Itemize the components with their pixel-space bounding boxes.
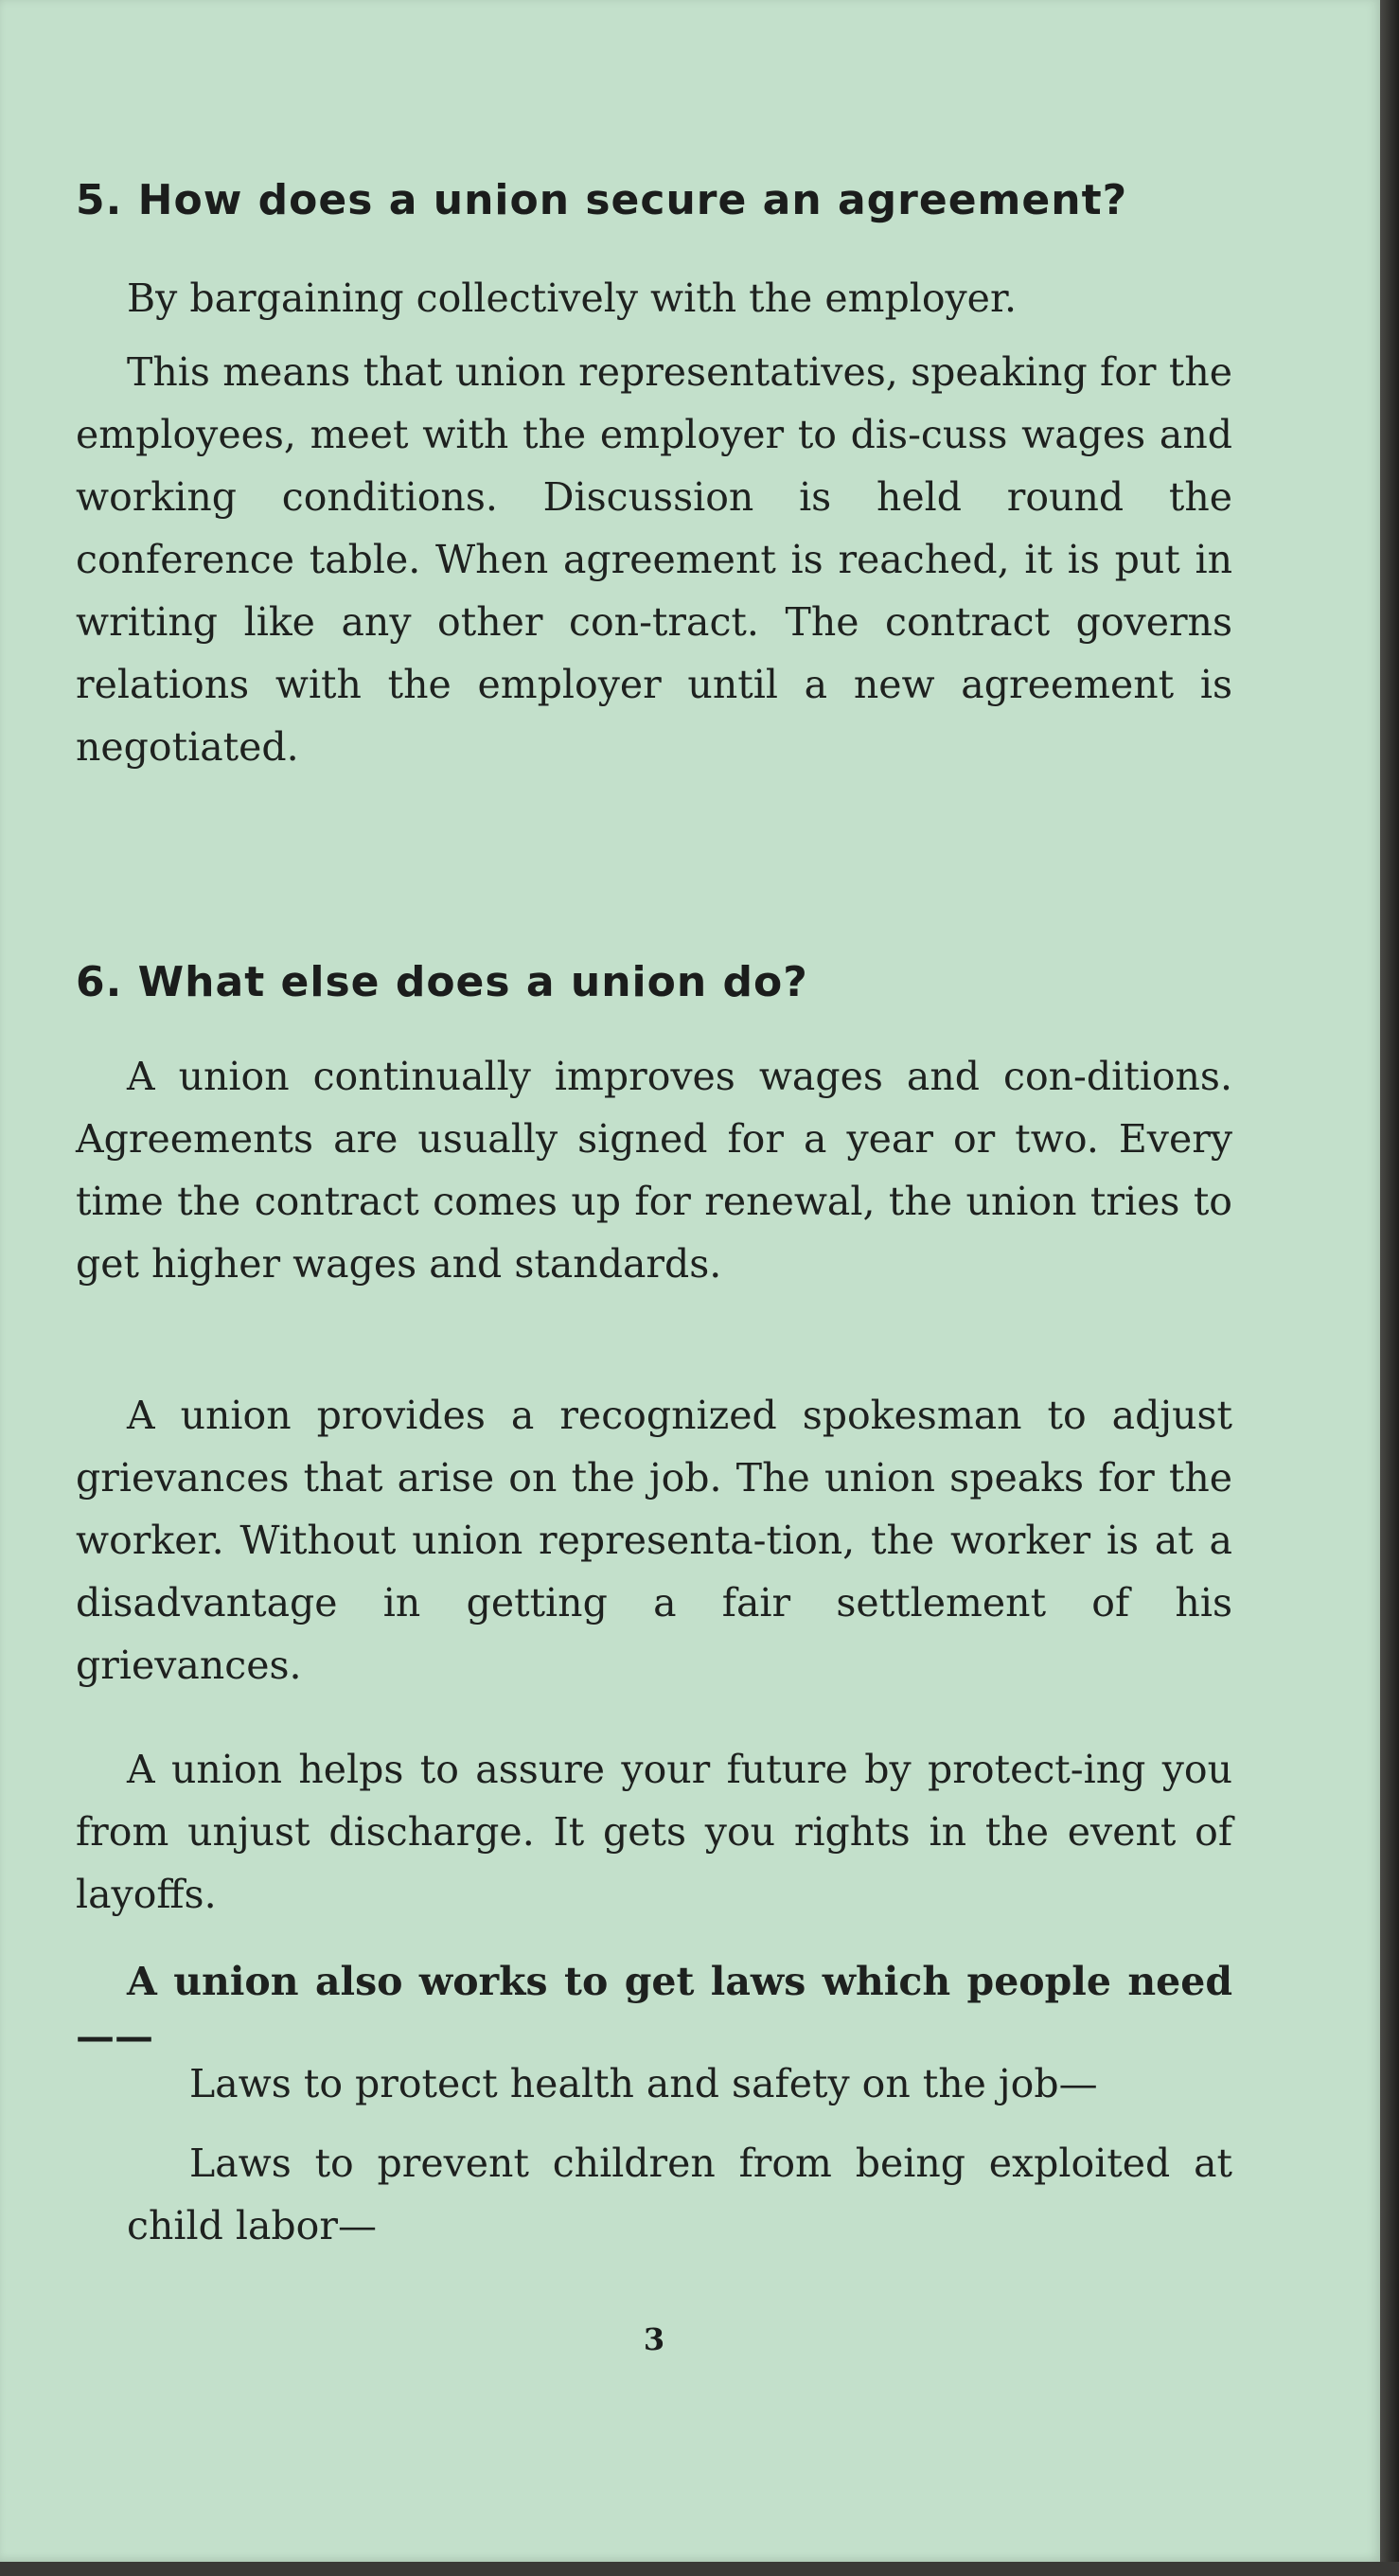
- page-number: 3: [643, 2321, 665, 2357]
- section-6-paragraph-3: A union helps to assure your future by protect-ing you from unjust discharge. It gets you rights in the event of layoffs.: [76, 1747, 1232, 1917]
- law-item-2: Laws to prevent children from being exploited at child labor—: [127, 2141, 1232, 2248]
- section-5-paragraph-2: This means that union representatives, speaking for the employees, meet with the employer to dis-cuss wages and working conditions. Discussion is held round the conference table. When agreement is reached, it is put in writing like any other con-tract. The contract governs relations with the employer until a new agreement is negotiated.: [76, 349, 1232, 770]
- section-5-heading: 5. How does a union secure an agreement?: [76, 176, 1128, 224]
- scan-right-edge: [1380, 0, 1399, 2576]
- section-6-heading: 6. What else does a union do?: [76, 958, 808, 1006]
- scan-bottom-edge: [0, 2562, 1399, 2576]
- section-5-paragraph-1: By bargaining collectively with the employer.: [127, 275, 1018, 321]
- laws-intro: A union also works to get laws which people need——: [76, 1959, 1232, 2059]
- law-item-1: Laws to protect health and safety on the job—: [189, 2061, 1098, 2106]
- section-6-paragraph-1: A union continually improves wages and con-ditions. Agreements are usually signed for a year or two. Every time the contract comes up for renewal, the union tries to get higher wages and standards.: [76, 1054, 1232, 1287]
- section-6-paragraph-2: A union provides a recognized spokesman to adjust grievances that arise on the job. The union speaks for the worker. Without union representa-tion, the worker is at a disadvantage in getting a fair settlement of his grievances.: [76, 1393, 1232, 1688]
